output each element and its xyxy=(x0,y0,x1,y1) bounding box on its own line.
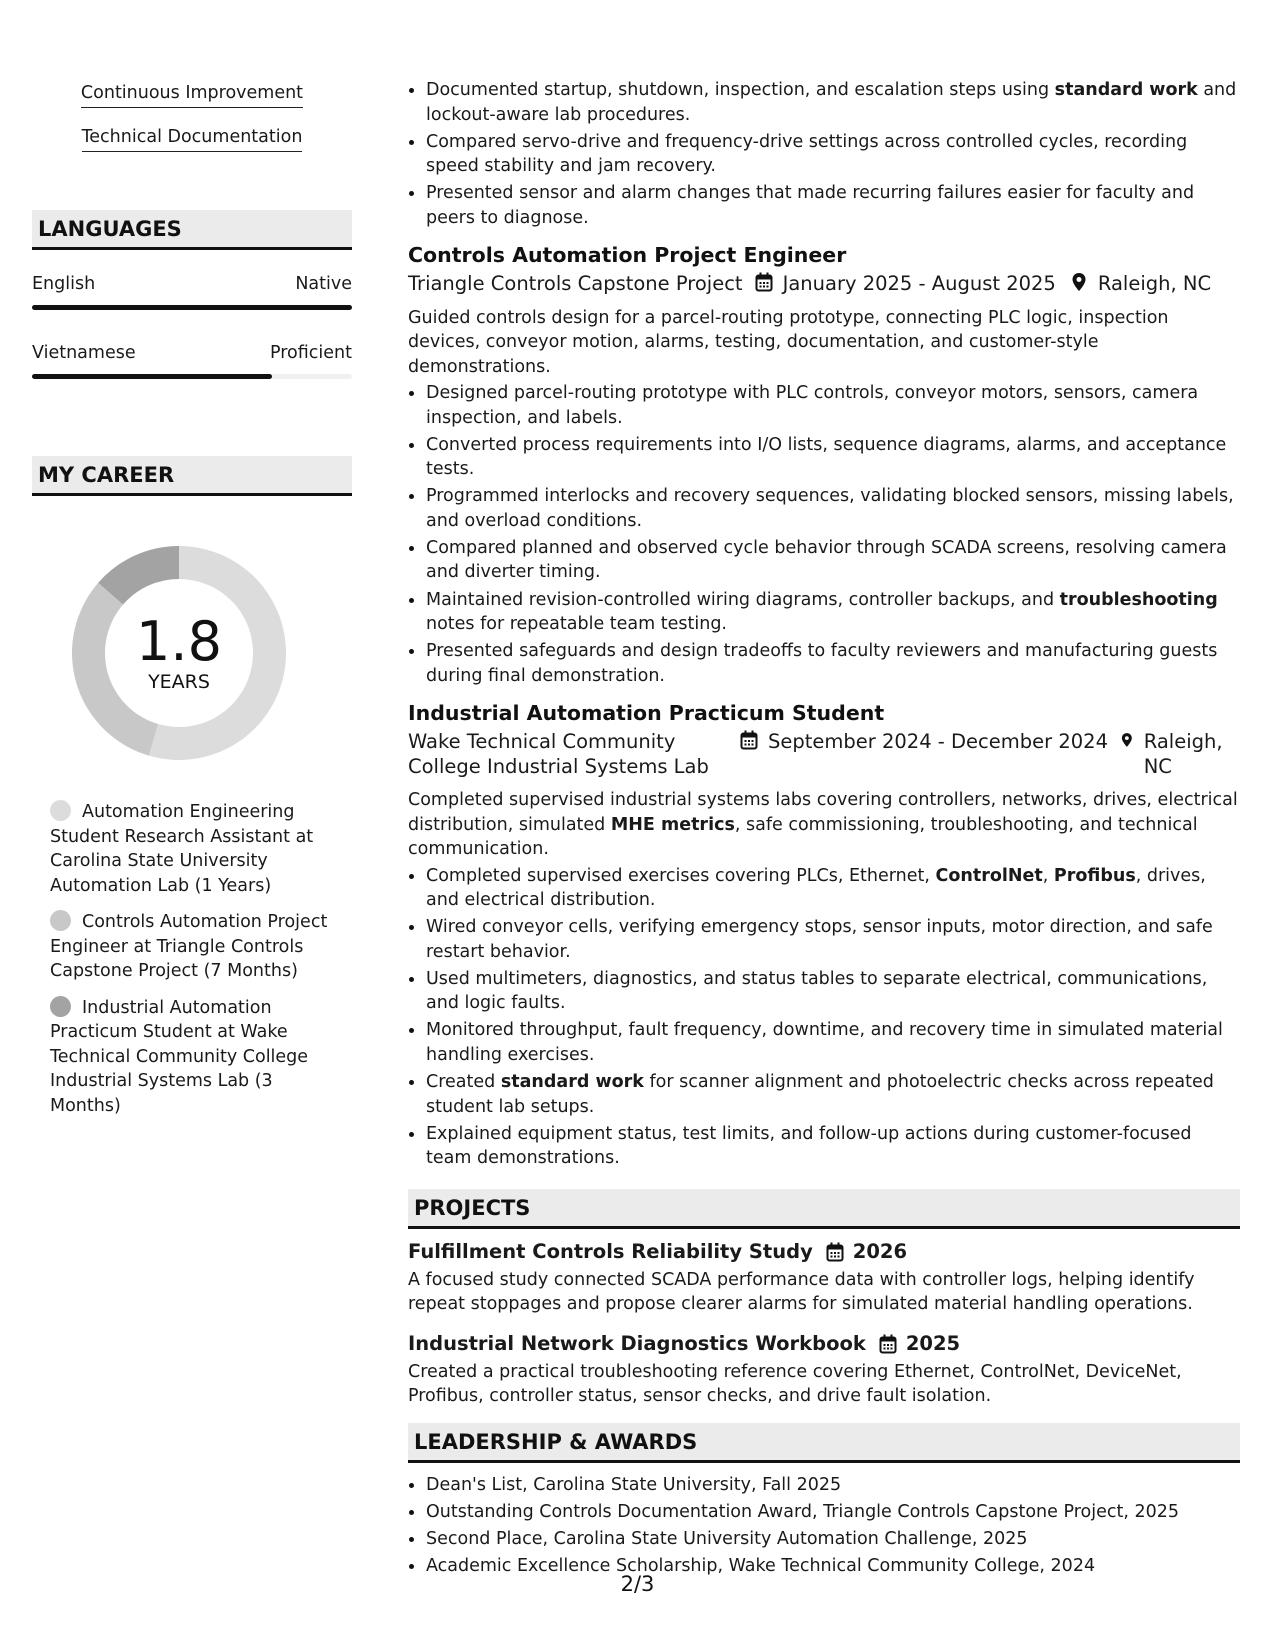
right-column xyxy=(408,78,1240,1581)
leadership-list xyxy=(408,1473,1240,1579)
language-bar-fill xyxy=(32,374,272,379)
project-year: 2025 xyxy=(905,1331,961,1355)
job-title: Controls Automation Project Engineer xyxy=(408,243,847,268)
bullet-item: Designed parcel-routing prototype with PLC controls, conveyor motors, sensors, camera inspection, and labels. xyxy=(408,381,1240,430)
award-item: Dean's List, Carolina State University, Fall 2025 xyxy=(408,1473,1240,1498)
legend-dot xyxy=(50,910,71,931)
job-dates xyxy=(740,730,1108,755)
project-description: A focused study connected SCADA performance data with controller logs, helping identify repeat stoppages and propose clearer alarms for simulated material handling operations. xyxy=(408,1269,1195,1315)
calendar-icon xyxy=(740,730,758,750)
job-description: Completed supervised industrial systems labs covering controllers, networks, drives, electrical distribution, simulated MHE metrics, safe commissioning, troubleshooting, and technical communication. xyxy=(408,790,1238,860)
job-entry xyxy=(408,242,1240,688)
project-description: Created a practical troubleshooting reference covering Ethernet, ControlNet, DeviceNet, Profibus, controller status, sensor checks, and drive fault isolation. xyxy=(408,1361,1182,1407)
bullet-item: Completed supervised exercises covering PLCs, Ethernet, ControlNet, Profibus, drives, and electrical distribution. xyxy=(408,864,1240,913)
bullet-item: Compared planned and observed cycle behavior through SCADA screens, resolving camera and diverter timing. xyxy=(408,536,1240,585)
job-location xyxy=(1070,272,1211,297)
job-location xyxy=(1120,730,1230,779)
job-bullets xyxy=(408,381,1240,688)
career-donut-center xyxy=(64,538,294,768)
legend-dot xyxy=(50,996,71,1017)
job-dates-text: September 2024 - December 2024 xyxy=(768,730,1108,754)
bullet-item: Maintained revision-controlled wiring diagrams, controller backups, and troubleshooting notes for repeatable team testing. xyxy=(408,588,1240,637)
language-level: Native xyxy=(295,274,352,294)
language-item xyxy=(32,342,352,379)
project-year: 2026 xyxy=(852,1239,908,1263)
bullet-item: Explained equipment status, test limits, and follow-up actions during customer-focused team demonstrations. xyxy=(408,1122,1240,1171)
job-meta xyxy=(408,272,1240,297)
language-level: Proficient xyxy=(270,343,352,363)
job-bullets xyxy=(408,864,1240,1171)
job-entry xyxy=(408,700,1240,1170)
location-pin-icon xyxy=(1070,272,1088,292)
legend-item xyxy=(50,800,330,898)
legend-item xyxy=(50,996,330,1119)
intro-bullets xyxy=(408,78,1240,230)
bullet-item: Documented startup, shutdown, inspection, and escalation steps using standard work and lockout-aware lab procedures. xyxy=(408,78,1240,127)
job-company: Triangle Controls Capstone Project xyxy=(408,272,743,296)
job-description: Guided controls design for a parcel-routing prototype, connecting PLC logic, inspection devices, conveyor motion, alarms, testing, documentation, and customer-style demonstrations. xyxy=(408,307,1169,377)
location-pin-icon xyxy=(1120,730,1134,750)
calendar-icon xyxy=(755,272,773,292)
project-entry xyxy=(408,1239,1240,1317)
language-item xyxy=(32,273,352,310)
bullet-item: Used multimeters, diagnostics, and status tables to separate electrical, communications, and logic faults. xyxy=(408,967,1240,1016)
calendar-icon xyxy=(826,1242,844,1262)
projects-heading: PROJECTS xyxy=(408,1189,1240,1229)
language-name: Vietnamese xyxy=(32,343,136,363)
skill-item: Continuous Improvement xyxy=(81,82,303,108)
language-name: English xyxy=(32,274,96,294)
legend-item xyxy=(50,910,330,984)
project-title-row xyxy=(408,1331,1240,1357)
job-dates xyxy=(755,272,1056,297)
bullet-item: Presented safeguards and design tradeoffs to faculty reviewers and manufacturing guests during final demonstration. xyxy=(408,639,1240,688)
project-title: Industrial Network Diagnostics Workbook xyxy=(408,1331,866,1355)
bullet-item: Presented sensor and alarm changes that made recurring failures easier for faculty and peers to diagnose. xyxy=(408,181,1240,230)
project-title: Fulfillment Controls Reliability Study xyxy=(408,1239,813,1263)
project-title-row xyxy=(408,1239,1240,1265)
career-unit: YEARS xyxy=(148,671,210,693)
language-bar xyxy=(32,305,352,310)
bullet-item: Programmed interlocks and recovery sequences, validating blocked sensors, missing labels, and overload conditions. xyxy=(408,484,1240,533)
career-legend xyxy=(50,800,330,1130)
job-dates-text: January 2025 - August 2025 xyxy=(782,272,1056,296)
page-number: 2/3 xyxy=(620,1572,655,1596)
legend-label: Controls Automation Project Engineer at Triangle Controls Capstone Project (7 Months) xyxy=(50,912,328,981)
leadership-heading: LEADERSHIP & AWARDS xyxy=(408,1423,1240,1463)
award-item: Second Place, Carolina State University Automation Challenge, 2025 xyxy=(408,1527,1240,1552)
job-meta xyxy=(408,730,1240,779)
bullet-item: Created standard work for scanner alignment and photoelectric checks across repeated student lab setups. xyxy=(408,1070,1240,1119)
language-bar xyxy=(32,374,352,379)
job-location-text: Raleigh, NC xyxy=(1143,730,1223,778)
job-company: Wake Technical Community College Industrial Systems Lab xyxy=(408,730,709,778)
job-location-text: Raleigh, NC xyxy=(1097,272,1212,296)
legend-label: Automation Engineering Student Research Assistant at Carolina State University Automation Lab (1 Years) xyxy=(50,802,314,896)
legend-dot xyxy=(50,800,71,821)
project-entry xyxy=(408,1331,1240,1409)
skill-item: Technical Documentation xyxy=(82,126,303,152)
bullet-item: Compared servo-drive and frequency-drive settings across controlled cycles, recording speed stability and jam recovery. xyxy=(408,130,1240,179)
job-title: Industrial Automation Practicum Student xyxy=(408,701,885,726)
bullet-item: Wired conveyor cells, verifying emergency stops, sensor inputs, motor direction, and safe restart behavior. xyxy=(408,915,1240,964)
award-item: Outstanding Controls Documentation Award, Triangle Controls Capstone Project, 2025 xyxy=(408,1500,1240,1525)
language-bar-fill xyxy=(32,305,352,310)
award-item: Academic Excellence Scholarship, Wake Technical Community College, 2024 xyxy=(408,1554,1240,1579)
legend-label: Industrial Automation Practicum Student at Wake Technical Community College Industrial Systems Lab (3 Months) xyxy=(50,997,309,1116)
career-total: 1.8 xyxy=(136,610,222,673)
skills-list xyxy=(32,82,352,170)
calendar-icon xyxy=(879,1334,897,1354)
bullet-item: Monitored throughput, fault frequency, downtime, and recovery time in simulated material handling exercises. xyxy=(408,1018,1240,1067)
bullet-item: Converted process requirements into I/O lists, sequence diagrams, alarms, and acceptance tests. xyxy=(408,433,1240,482)
languages-heading: LANGUAGES xyxy=(32,210,352,250)
career-heading: MY CAREER xyxy=(32,456,352,496)
